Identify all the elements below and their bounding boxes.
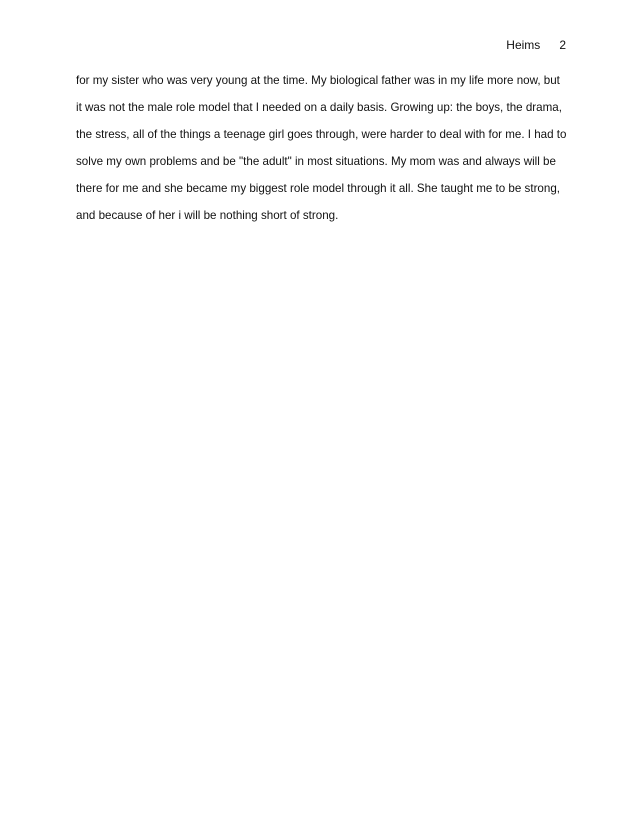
text-line: it was not the male role model that I needed on a daily basis. Growing up: the boys, the drama, bbox=[76, 100, 562, 114]
text-line: solve my own problems and be "the adult" in most situations. My mom was and always will be bbox=[76, 154, 556, 168]
body-paragraph bbox=[76, 68, 576, 229]
header-author: Heims bbox=[506, 38, 541, 52]
header-page-number: 2 bbox=[559, 38, 566, 52]
text-line: and because of her i will be nothing short of strong. bbox=[76, 208, 339, 222]
running-header bbox=[506, 38, 566, 52]
text-line: for my sister who was very young at the time. My biological father was in my life more now, but bbox=[76, 74, 560, 87]
text-line: the stress, all of the things a teenage girl goes through, were harder to deal with for me. I had to bbox=[76, 127, 567, 141]
text-line: there for me and she became my biggest role model through it all. She taught me to be strong, bbox=[76, 181, 560, 195]
